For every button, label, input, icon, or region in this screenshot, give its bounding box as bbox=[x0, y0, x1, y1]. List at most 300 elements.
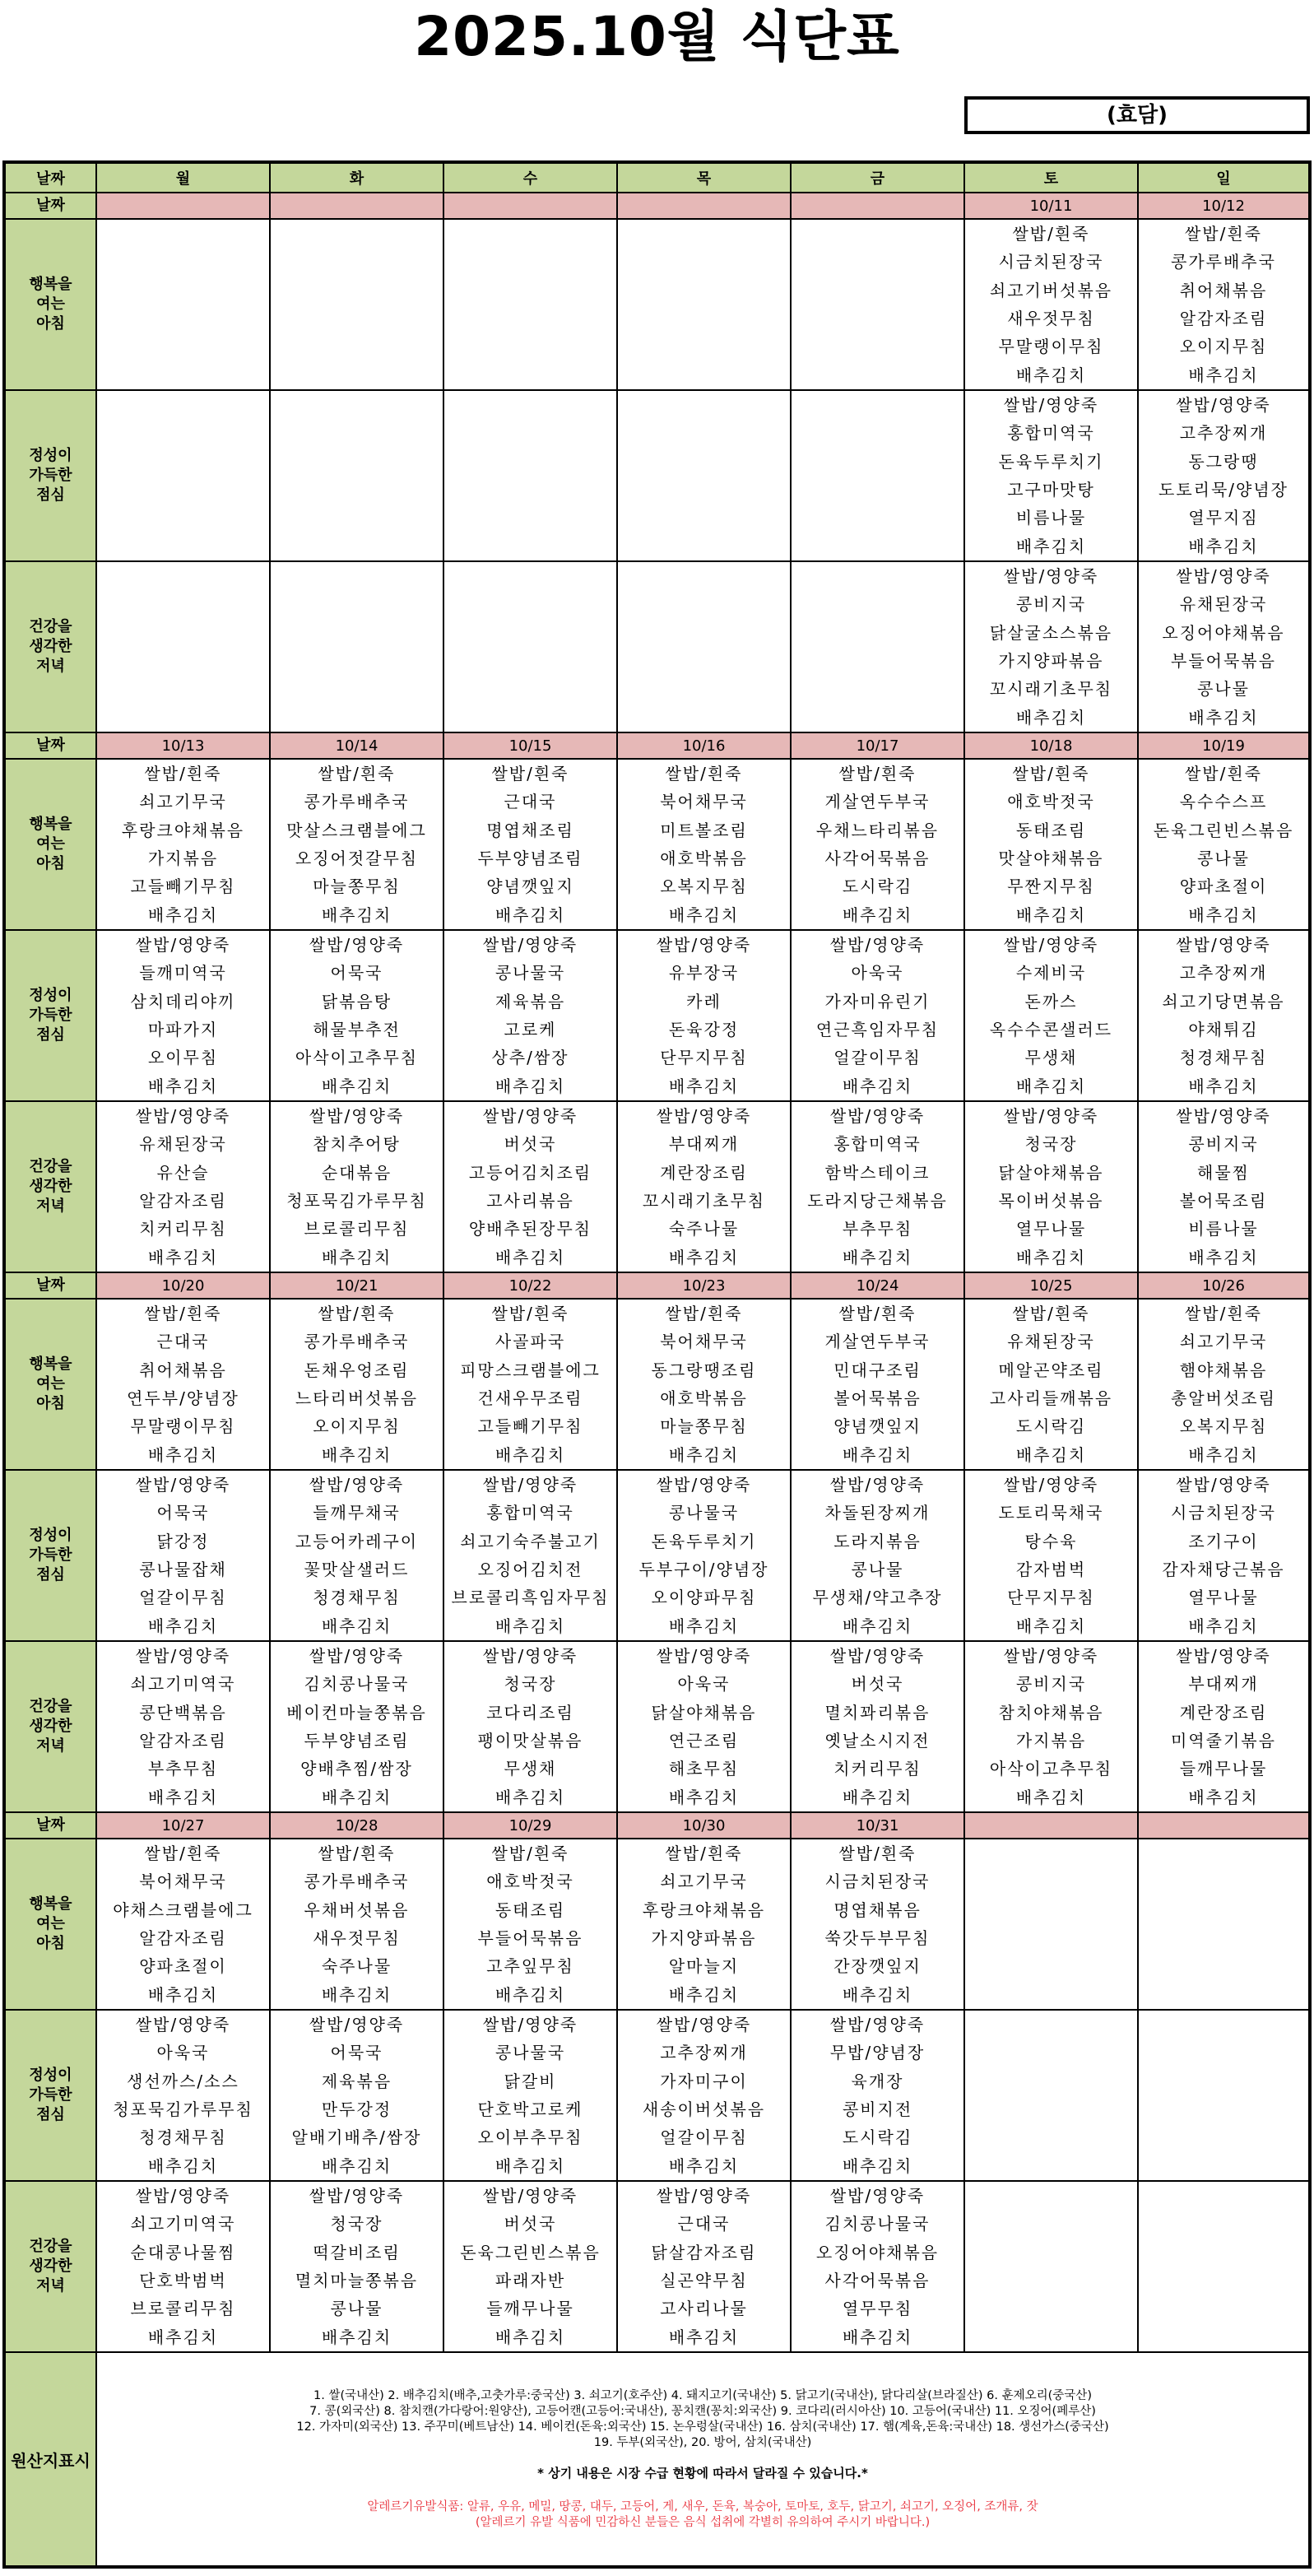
facility-name: (효담) bbox=[964, 96, 1310, 134]
breakfast-menu-cell bbox=[443, 759, 617, 930]
dinner-label bbox=[4, 2181, 96, 2352]
breakfast-menu-cell bbox=[443, 219, 617, 390]
dinner-menu-cell bbox=[964, 2181, 1138, 2352]
menu-item: 감자채당근볶음 bbox=[1162, 1560, 1285, 1579]
menu-item: 쇠고기숙주불고기 bbox=[460, 1531, 601, 1551]
menu-item: 마파가지 bbox=[147, 1020, 219, 1039]
menu-item: 쌀밥/흰죽 bbox=[318, 764, 396, 784]
menu-item: 무생채 bbox=[1024, 1048, 1078, 1068]
date-cell bbox=[617, 193, 791, 219]
menu-item: 수제비국 bbox=[1015, 963, 1087, 983]
menu-item: 옛날소시지전 bbox=[824, 1731, 931, 1751]
lunch-menu-cell bbox=[964, 1470, 1138, 1641]
menu-item: 치커리무침 bbox=[833, 1759, 922, 1779]
menu-item: 오징어김치전 bbox=[477, 1560, 583, 1579]
dinner-menu-cell bbox=[964, 1101, 1138, 1272]
lunch-row bbox=[4, 390, 1310, 561]
origin-line: 12. 가자미(외국산) 13. 주꾸미(베트남산) 14. 베이컨(돈육:외국산) 15. 논우렁살(국내산) 16. 삼치(국내산) 17. 햄(계육,돈육:국내산) 18. 생선가스(중국산) bbox=[296, 2420, 1109, 2434]
menu-item: 양파초절이 bbox=[139, 1956, 227, 1977]
menu-item: 열무나물 bbox=[1015, 1219, 1087, 1239]
weekday-sat: 토 bbox=[964, 162, 1138, 193]
dinner-menu-cell bbox=[443, 1101, 617, 1272]
breakfast-menu-cell bbox=[96, 219, 270, 390]
breakfast-menu-cell bbox=[96, 759, 270, 930]
menu-item: 도시락김 bbox=[842, 2127, 913, 2148]
menu-item: 연근흑임자무침 bbox=[815, 1020, 940, 1039]
date-cell: 10/28 bbox=[270, 1812, 443, 1839]
breakfast-menu-cell bbox=[791, 219, 964, 390]
menu-item: 배추김치 bbox=[1188, 707, 1259, 728]
menu-item: 배추김치 bbox=[842, 1247, 913, 1267]
menu-item: 도시락김 bbox=[1015, 1416, 1087, 1437]
date-row bbox=[4, 732, 1310, 759]
menu-item: 쌀밥/영양죽 bbox=[135, 2015, 231, 2035]
lunch-menu-cell bbox=[270, 930, 443, 1101]
menu-item: 배추김치 bbox=[842, 2327, 913, 2347]
date-cell: 10/14 bbox=[270, 732, 443, 759]
menu-item: 쌀밥/영양죽 bbox=[135, 1646, 231, 1667]
meal-label-line: 생각한 bbox=[29, 2257, 72, 2275]
menu-item: 오복지무침 bbox=[1179, 1416, 1268, 1437]
menu-item: 배추김치 bbox=[668, 1444, 740, 1465]
menu-item: 청국장 bbox=[504, 1674, 557, 1695]
menu-item: 양파초절이 bbox=[1179, 876, 1268, 897]
menu-item: 꼬시래기초무침 bbox=[642, 1191, 766, 1211]
lunch-menu-cell bbox=[443, 390, 617, 561]
menu-item: 알감자조림 bbox=[1179, 309, 1268, 328]
menu-item: 닭살굴소스볶음 bbox=[989, 622, 1113, 643]
menu-item: 쌀밥/영양죽 bbox=[1176, 1646, 1271, 1667]
menu-item: 배추김치 bbox=[842, 2155, 913, 2176]
menu-item: 부추무침 bbox=[842, 1219, 913, 1239]
menu-item: 동그랑땡조림 bbox=[651, 1360, 757, 1380]
menu-item: 햄야채볶음 bbox=[1179, 1360, 1268, 1380]
menu-item: 코다리조림 bbox=[486, 1702, 574, 1723]
dinner-row bbox=[4, 2181, 1310, 2352]
menu-item: 새송이버섯볶음 bbox=[642, 2099, 766, 2119]
menu-item: 쇠고기무국 bbox=[139, 792, 227, 812]
menu-item: 아욱국 bbox=[677, 1674, 731, 1695]
menu-item: 배추김치 bbox=[147, 1247, 219, 1267]
breakfast-menu-cell bbox=[964, 219, 1138, 390]
menu-item: 배추김치 bbox=[321, 1444, 392, 1465]
dinner-menu-cell bbox=[617, 1101, 791, 1272]
menu-item: 멸치마늘쫑볶음 bbox=[295, 2271, 419, 2290]
date-row-label: 날짜 bbox=[4, 1272, 96, 1299]
menu-item: 쌀밥/흰죽 bbox=[665, 764, 743, 784]
menu-item: 콩가루배추국 bbox=[304, 1332, 410, 1352]
menu-item: 쌀밥/흰죽 bbox=[144, 1304, 222, 1324]
date-cell: 10/23 bbox=[617, 1272, 791, 1299]
menu-item: 배추김치 bbox=[321, 2155, 392, 2176]
menu-item: 콩나물잡채 bbox=[139, 1560, 227, 1579]
menu-item: 양배추찜/쌈장 bbox=[300, 1759, 413, 1779]
menu-item: 쌀밥/흰죽 bbox=[491, 764, 569, 784]
menu-item: 얼갈이무침 bbox=[833, 1048, 922, 1068]
date-cell bbox=[270, 193, 443, 219]
breakfast-menu-cell bbox=[1138, 759, 1310, 930]
menu-item: 돈육두루치기 bbox=[651, 1531, 757, 1551]
menu-item: 버섯국 bbox=[504, 1134, 557, 1155]
menu-item: 배추김치 bbox=[147, 1076, 219, 1096]
menu-item: 양념깻잎지 bbox=[833, 1416, 922, 1437]
menu-item: 근대국 bbox=[677, 2214, 731, 2234]
lunch-menu-cell bbox=[96, 2010, 270, 2181]
menu-item: 차돌된장찌개 bbox=[824, 1503, 931, 1523]
menu-item: 콩비지국 bbox=[1015, 594, 1087, 615]
menu-item: 유부장국 bbox=[668, 963, 740, 983]
menu-item: 단무지무침 bbox=[1007, 1588, 1095, 1608]
menu-item: 쑥갓두부무침 bbox=[824, 1928, 931, 1948]
menu-item: 근대국 bbox=[156, 1332, 210, 1352]
menu-item: 쌀밥/영양죽 bbox=[829, 935, 926, 956]
menu-item: 배추김치 bbox=[842, 1444, 913, 1465]
menu-item: 쌀밥/흰죽 bbox=[491, 1844, 569, 1864]
allergy-warning: (알레르기 유발 식품에 민감하신 분들은 음식 섭취에 각별히 유의하여 주시기 바랍니다.) bbox=[475, 2515, 931, 2529]
breakfast-menu-cell bbox=[617, 1839, 791, 2010]
menu-item: 배추김치 bbox=[668, 1076, 740, 1096]
menu-item: 쌀밥/흰죽 bbox=[1012, 224, 1090, 244]
menu-item: 배추김치 bbox=[1015, 1444, 1087, 1465]
menu-item: 근대국 bbox=[504, 792, 557, 812]
menu-item: 고들빼기무침 bbox=[130, 876, 236, 897]
menu-item: 쌀밥/흰죽 bbox=[1184, 224, 1263, 244]
menu-item: 두부구이/양념장 bbox=[638, 1560, 769, 1579]
menu-item: 실곤약무침 bbox=[660, 2271, 748, 2290]
menu-item: 배추김치 bbox=[321, 1787, 392, 1807]
meal-label-line: 여는 bbox=[36, 295, 65, 313]
menu-item: 육개장 bbox=[851, 2071, 904, 2091]
lunch-menu-cell bbox=[791, 390, 964, 561]
menu-item: 총알버섯조림 bbox=[1171, 1388, 1276, 1408]
date-cell: 10/16 bbox=[617, 732, 791, 759]
menu-item: 쌀밥/흰죽 bbox=[318, 1844, 396, 1864]
menu-item: 배추김치 bbox=[147, 1787, 219, 1807]
dinner-menu-cell bbox=[270, 1101, 443, 1272]
dinner-menu-cell bbox=[617, 2181, 791, 2352]
menu-item: 민대구조림 bbox=[833, 1360, 922, 1380]
dinner-menu-cell bbox=[96, 1641, 270, 1812]
menu-item: 북어채무국 bbox=[660, 1332, 748, 1352]
menu-item: 마늘쫑무침 bbox=[660, 1416, 748, 1437]
menu-item: 메알곤약조림 bbox=[998, 1360, 1104, 1380]
menu-item: 배추김치 bbox=[1188, 536, 1259, 556]
menu-item: 동태조림 bbox=[494, 1899, 566, 1920]
dinner-menu-cell bbox=[270, 561, 443, 732]
menu-item: 콩단백볶음 bbox=[139, 1702, 227, 1723]
menu-item: 연두부/양념장 bbox=[127, 1388, 239, 1408]
menu-item: 양배추된장무침 bbox=[468, 1219, 592, 1239]
menu-item: 쌀밥/영양죽 bbox=[656, 935, 752, 956]
menu-item: 청경채무침 bbox=[139, 2127, 227, 2148]
dinner-menu-cell bbox=[617, 1641, 791, 1812]
menu-item: 북어채무국 bbox=[139, 1872, 227, 1892]
menu-item: 콩나물 bbox=[1197, 679, 1250, 700]
menu-item: 브로콜리흑임자무침 bbox=[451, 1588, 610, 1608]
menu-item: 돈채우엉조림 bbox=[304, 1360, 410, 1380]
date-cell: 10/19 bbox=[1138, 732, 1310, 759]
menu-item: 배추김치 bbox=[147, 2327, 219, 2347]
menu-item: 고등어김치조림 bbox=[468, 1162, 592, 1183]
menu-item: 고사리나물 bbox=[660, 2299, 748, 2319]
menu-item: 배추김치 bbox=[668, 1787, 740, 1807]
meal-label-line: 아침 bbox=[36, 315, 65, 332]
menu-item: 쌀밥/영양죽 bbox=[1176, 395, 1271, 416]
menu-item: 미역줄기볶음 bbox=[1171, 1731, 1276, 1751]
menu-item: 비름나물 bbox=[1188, 1219, 1259, 1239]
menu-item: 생선까스/소스 bbox=[127, 2071, 239, 2091]
date-cell: 10/13 bbox=[96, 732, 270, 759]
menu-item: 쌀밥/영양죽 bbox=[1176, 935, 1271, 956]
meal-label-line: 저녁 bbox=[36, 1197, 65, 1215]
menu-item: 배추김치 bbox=[147, 904, 219, 925]
menu-item: 쌀밥/흰죽 bbox=[491, 1304, 569, 1324]
date-cell: 10/21 bbox=[270, 1272, 443, 1299]
menu-item: 애호박젓국 bbox=[486, 1872, 574, 1892]
origin-line: 1. 쌀(국내산) 2. 배추김치(배추,고춧가루:중국산) 3. 쇠고기(호주산) 4. 돼지고기(국내산) 5. 닭고기(국내산), 닭다리살(브라질산) 6. 훈제오리(중국산) bbox=[313, 2388, 1092, 2402]
date-cell: 10/30 bbox=[617, 1812, 791, 1839]
meal-label-line: 저녁 bbox=[36, 2277, 65, 2295]
menu-item: 고추장찌개 bbox=[1179, 963, 1268, 983]
menu-item: 시금치된장국 bbox=[1171, 1503, 1276, 1523]
menu-item: 배추김치 bbox=[842, 1787, 913, 1807]
menu-item: 건새우무조림 bbox=[477, 1388, 583, 1408]
meal-label-line: 행복을 bbox=[29, 276, 72, 293]
dinner-row bbox=[4, 561, 1310, 732]
menu-item: 팽이맛살볶음 bbox=[477, 1731, 583, 1751]
breakfast-menu-cell bbox=[791, 1839, 964, 2010]
date-row bbox=[4, 1272, 1310, 1299]
meal-label-line: 건강을 bbox=[29, 2238, 72, 2255]
date-cell: 10/12 bbox=[1138, 193, 1310, 219]
lunch-menu-cell bbox=[1138, 1470, 1310, 1641]
menu-item: 해초무침 bbox=[668, 1759, 740, 1779]
lunch-menu-cell bbox=[791, 930, 964, 1101]
date-cell: 10/17 bbox=[791, 732, 964, 759]
breakfast-menu-cell bbox=[96, 1299, 270, 1470]
menu-item: 맛살스크램블에그 bbox=[286, 820, 427, 840]
meal-label-line: 저녁 bbox=[36, 658, 65, 675]
menu-item: 배추김치 bbox=[1015, 536, 1087, 556]
meal-label-line: 여는 bbox=[36, 1915, 65, 1932]
meal-label-line: 여는 bbox=[36, 835, 65, 853]
origin-line: 7. 콩(외국산) 8. 참치캔(가다랑어:원양산), 고등어캔(고등어:국내산), 꽁치캔(꽁치:외국산) 9. 코다리(러시아산) 10. 고등어(국내산) 11. 오징어(페루산) bbox=[309, 2404, 1096, 2418]
menu-item: 쌀밥/영양죽 bbox=[1176, 566, 1271, 587]
menu-item: 배추김치 bbox=[321, 1076, 392, 1096]
menu-item: 쌀밥/영양죽 bbox=[135, 1475, 231, 1495]
menu-item: 청경채무침 bbox=[1179, 1048, 1268, 1068]
lunch-menu-cell bbox=[270, 390, 443, 561]
menu-item: 고로케 bbox=[504, 1020, 557, 1039]
date-row bbox=[4, 1812, 1310, 1839]
meal-label-line: 저녁 bbox=[36, 1737, 65, 1755]
menu-item: 후랑크야채볶음 bbox=[121, 820, 245, 840]
menu-item: 참치야채볶음 bbox=[998, 1702, 1104, 1723]
dinner-menu-cell bbox=[270, 1641, 443, 1812]
menu-item: 배추김치 bbox=[668, 1984, 740, 2005]
menu-item: 쇠고기당면볶음 bbox=[1162, 991, 1285, 1011]
menu-item: 쌀밥/영양죽 bbox=[482, 1475, 578, 1495]
weekday-tue: 화 bbox=[270, 162, 443, 193]
menu-item: 가지양파볶음 bbox=[651, 1928, 757, 1948]
weekday-sun: 일 bbox=[1138, 162, 1310, 193]
menu-item: 배추김치 bbox=[321, 904, 392, 925]
menu-item: 두부양념조림 bbox=[304, 1731, 410, 1751]
meal-label-line: 정성이 bbox=[29, 987, 72, 1004]
menu-item: 쌀밥/흰죽 bbox=[144, 1844, 222, 1864]
breakfast-menu-cell bbox=[964, 759, 1138, 930]
dinner-menu-cell bbox=[96, 2181, 270, 2352]
menu-item: 배추김치 bbox=[321, 1616, 392, 1636]
menu-item: 조기구이 bbox=[1188, 1531, 1259, 1551]
lunch-menu-cell bbox=[617, 2010, 791, 2181]
date-cell bbox=[96, 193, 270, 219]
menu-item: 부추무침 bbox=[147, 1759, 219, 1779]
date-cell: 10/20 bbox=[96, 1272, 270, 1299]
menu-item: 배추김치 bbox=[842, 904, 913, 925]
lunch-menu-cell bbox=[443, 1470, 617, 1641]
menu-item: 부대찌개 bbox=[1188, 1674, 1259, 1695]
menu-item: 고추장찌개 bbox=[660, 2043, 748, 2063]
date-cell: 10/31 bbox=[791, 1812, 964, 1839]
menu-item: 쌀밥/영양죽 bbox=[309, 935, 405, 956]
menu-item: 고사리들깨볶음 bbox=[989, 1388, 1113, 1408]
dinner-menu-cell bbox=[96, 1101, 270, 1272]
breakfast-menu-cell bbox=[270, 1839, 443, 2010]
breakfast-menu-cell bbox=[270, 1299, 443, 1470]
menu-item: 홍합미역국 bbox=[486, 1503, 574, 1523]
menu-item: 열무나물 bbox=[1188, 1588, 1259, 1608]
lunch-menu-cell bbox=[96, 390, 270, 561]
menu-item: 동태조림 bbox=[1015, 820, 1087, 840]
menu-item: 느타리버섯볶음 bbox=[295, 1388, 419, 1408]
menu-item: 닭강정 bbox=[156, 1531, 210, 1551]
menu-item: 콩비지국 bbox=[1188, 1134, 1259, 1155]
weekday-thu: 목 bbox=[617, 162, 791, 193]
meal-label-line: 여는 bbox=[36, 1375, 65, 1393]
menu-item: 파래자반 bbox=[494, 2271, 566, 2290]
menu-item: 배추김치 bbox=[494, 1247, 566, 1267]
menu-item: 새우젓무침 bbox=[313, 1928, 401, 1948]
date-cell: 10/24 bbox=[791, 1272, 964, 1299]
menu-item: 피망스크램블에그 bbox=[460, 1360, 601, 1380]
menu-item: 숙주나물 bbox=[321, 1956, 392, 1977]
menu-item: 옥수수스프 bbox=[1179, 792, 1268, 812]
menu-item: 배추김치 bbox=[494, 904, 566, 925]
menu-item: 쌀밥/영양죽 bbox=[1003, 395, 1099, 416]
menu-item: 단호박고로케 bbox=[477, 2099, 583, 2119]
menu-item: 배추김치 bbox=[668, 904, 740, 925]
menu-item: 고사리볶음 bbox=[486, 1191, 574, 1211]
menu-item: 꼬시래기초무침 bbox=[989, 679, 1113, 700]
meal-label-line: 아침 bbox=[36, 1395, 65, 1412]
menu-item: 배추김치 bbox=[1188, 1787, 1259, 1807]
menu-item: 옥수수콘샐러드 bbox=[989, 1020, 1113, 1039]
menu-item: 명엽채볶음 bbox=[833, 1899, 922, 1920]
menu-item: 배추김치 bbox=[1015, 365, 1087, 385]
menu-item: 들깨미역국 bbox=[139, 963, 227, 983]
menu-item: 배추김치 bbox=[147, 1616, 219, 1636]
dinner-menu-cell bbox=[791, 561, 964, 732]
menu-item: 쌀밥/흰죽 bbox=[1012, 764, 1090, 784]
dinner-menu-cell bbox=[791, 1101, 964, 1272]
menu-item: 알마늘지 bbox=[668, 1956, 740, 1977]
lunch-row bbox=[4, 2010, 1310, 2181]
menu-item: 쌀밥/영양죽 bbox=[656, 1646, 752, 1667]
date-row-label: 날짜 bbox=[4, 732, 96, 759]
origin-footer-row bbox=[4, 2352, 1310, 2567]
dinner-label bbox=[4, 561, 96, 732]
menu-item: 오징어야채볶음 bbox=[1162, 622, 1285, 643]
dinner-menu-cell bbox=[617, 561, 791, 732]
menu-item: 부들어묵볶음 bbox=[477, 1928, 583, 1948]
menu-item: 콩가루배추국 bbox=[304, 1872, 410, 1892]
menu-item: 사각어묵볶음 bbox=[824, 849, 931, 868]
menu-item: 쌀밥/영양죽 bbox=[1176, 1475, 1271, 1495]
menu-item: 쌀밥/영양죽 bbox=[482, 2015, 578, 2035]
menu-item: 쌀밥/흰죽 bbox=[1012, 1304, 1090, 1324]
menu-item: 열무무침 bbox=[842, 2299, 913, 2319]
meal-label-line: 정성이 bbox=[29, 2067, 72, 2084]
lunch-menu-cell bbox=[443, 2010, 617, 2181]
menu-item: 배추김치 bbox=[494, 2327, 566, 2347]
menu-item: 쌀밥/영양죽 bbox=[656, 1475, 752, 1495]
menu-item: 쌀밥/영양죽 bbox=[1003, 566, 1099, 587]
date-cell bbox=[443, 193, 617, 219]
lunch-label bbox=[4, 930, 96, 1101]
date-cell: 10/18 bbox=[964, 732, 1138, 759]
meal-label-line: 건강을 bbox=[29, 1698, 72, 1715]
menu-item: 명엽채조림 bbox=[486, 820, 574, 840]
dinner-menu-cell bbox=[1138, 1101, 1310, 1272]
menu-item: 어묵국 bbox=[330, 2043, 383, 2063]
lunch-label bbox=[4, 1470, 96, 1641]
menu-item: 순대콩나물찜 bbox=[130, 2242, 236, 2262]
menu-item: 청국장 bbox=[330, 2214, 383, 2234]
menu-item: 고등어카레구이 bbox=[295, 1531, 419, 1551]
menu-item: 애호박젓국 bbox=[1007, 792, 1095, 812]
menu-item: 닭갈비 bbox=[504, 2071, 557, 2091]
meal-label-line: 가득한 bbox=[29, 467, 72, 484]
menu-item: 고구마맛탕 bbox=[1007, 480, 1095, 500]
menu-item: 돈육두루치기 bbox=[998, 451, 1104, 472]
dinner-label bbox=[4, 1101, 96, 1272]
menu-item: 배추김치 bbox=[1015, 1787, 1087, 1807]
dinner-menu-cell bbox=[1138, 1641, 1310, 1812]
menu-item: 얼갈이무침 bbox=[660, 2127, 748, 2148]
menu-item: 쌀밥/흰죽 bbox=[1184, 764, 1263, 784]
menu-item: 배추김치 bbox=[1015, 1247, 1087, 1267]
menu-item: 간장깻잎지 bbox=[833, 1956, 922, 1977]
menu-item: 사각어묵볶음 bbox=[824, 2271, 931, 2290]
meal-label-line: 정성이 bbox=[29, 447, 72, 464]
menu-item: 알감자조림 bbox=[139, 1731, 227, 1751]
allergy-list: 알레르기유발식품: 알류, 우유, 메밀, 땅콩, 대두, 고등어, 게, 새우, 돈육, 복숭아, 토마토, 호두, 닭고기, 쇠고기, 오징어, 조개류, 잣 bbox=[367, 2499, 1038, 2513]
menu-item: 후랑크야채볶음 bbox=[642, 1899, 766, 1920]
menu-item: 쌀밥/영양죽 bbox=[309, 1475, 405, 1495]
menu-item: 쌀밥/영양죽 bbox=[1003, 1106, 1099, 1127]
menu-item: 베이컨마늘쫑볶음 bbox=[286, 1702, 427, 1723]
menu-item: 도토리묵채국 bbox=[998, 1503, 1104, 1523]
menu-item: 야채튀김 bbox=[1188, 1020, 1259, 1039]
menu-item: 청포묵김가루무침 bbox=[113, 2099, 253, 2119]
menu-item: 배추김치 bbox=[321, 1247, 392, 1267]
breakfast-menu-cell bbox=[617, 219, 791, 390]
menu-item: 해물부추전 bbox=[313, 1020, 401, 1039]
menu-item: 쌀밥/영양죽 bbox=[1003, 1646, 1099, 1667]
lunch-menu-cell bbox=[964, 930, 1138, 1101]
lunch-menu-cell bbox=[1138, 930, 1310, 1101]
